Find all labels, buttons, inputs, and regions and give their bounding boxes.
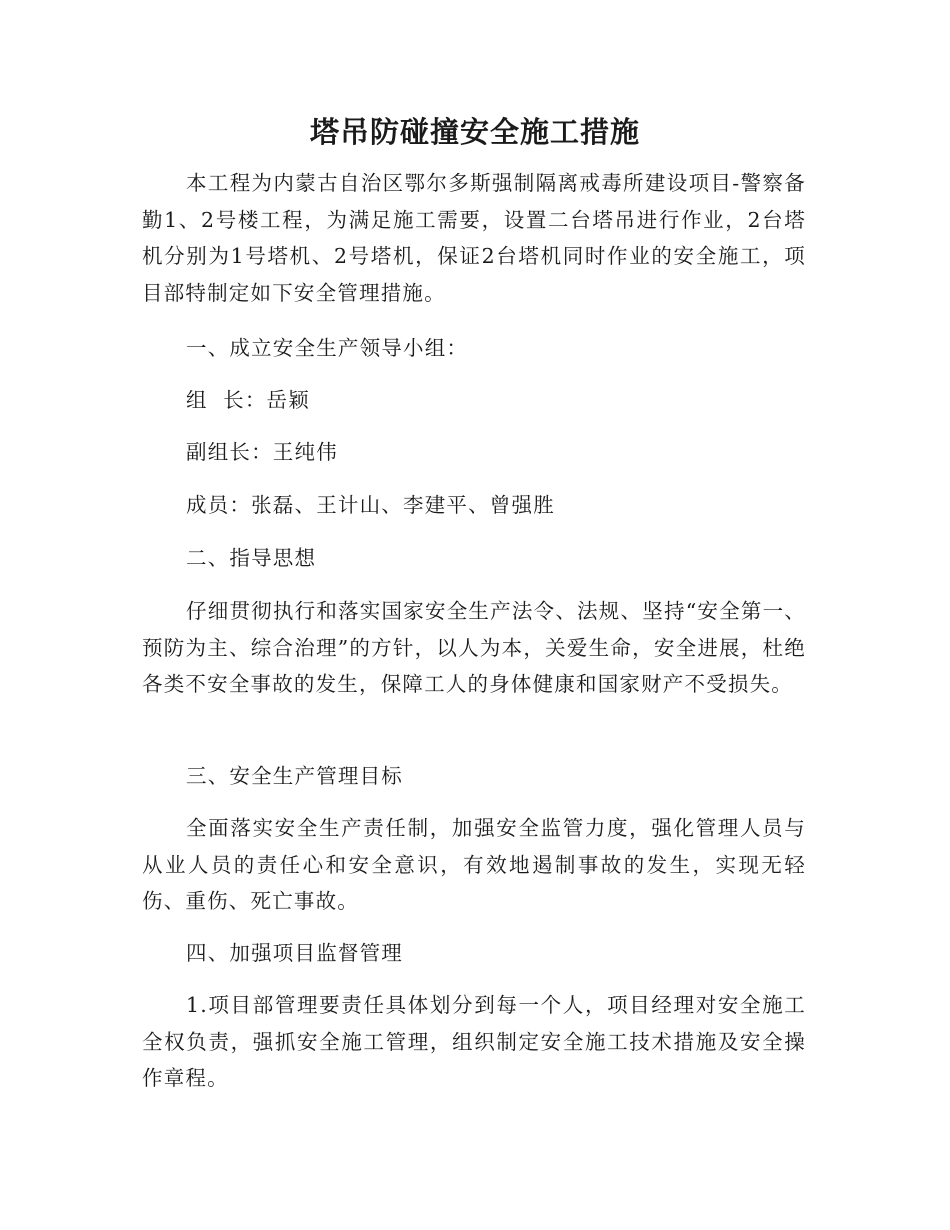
section2-heading: 二、指导思想 xyxy=(186,546,317,570)
deputy-leader-line: 副组长：王纯伟 xyxy=(186,440,338,464)
section3-body: 全面落实安全生产责任制，加强安全监管力度，强化管理人员与从业人员的责任心和安全意识，有效地遏制事故的发生，实现无轻伤、重伤、死亡事故。 xyxy=(142,816,806,913)
section3-heading: 三、安全生产管理目标 xyxy=(186,764,403,788)
document-title: 塔吊防碰撞安全施工措施 xyxy=(309,115,640,149)
section2-body: 仔细贯彻执行和落实国家安全生产法令、法规、坚持“安全第一、预防为主、综合治理”的方针，以人为本，关爱生命，安全进展，杜绝各类不安全事故的发生，保障工人的身体健康和国家财产不受损失。 xyxy=(142,599,806,696)
members-line: 成员：张磊、王计山、李建平、曾强胜 xyxy=(186,493,555,517)
section1-heading: 一、成立安全生产领导小组： xyxy=(186,336,469,360)
section4-item-1: 1.项目部管理要责任具体划分到每一个人，项目经理对安全施工全权负责，强抓安全施工管理，组织制定安全施工技术措施及安全操作章程。 xyxy=(142,993,806,1090)
section4-heading: 四、加强项目监督管理 xyxy=(186,941,403,965)
intro-paragraph: 本工程为内蒙古自治区鄂尔多斯强制隔离戒毒所建设项目-警察备勤1、2号楼工程，为满足施工需要，设置二台塔吊进行作业，2台塔机分别为1号塔机、2号塔机，保证2台塔机同时作业的安全施工，项目部特制定如下安全管理措施。 xyxy=(142,171,806,305)
leader-line: 组 长：岳颖 xyxy=(186,388,310,412)
